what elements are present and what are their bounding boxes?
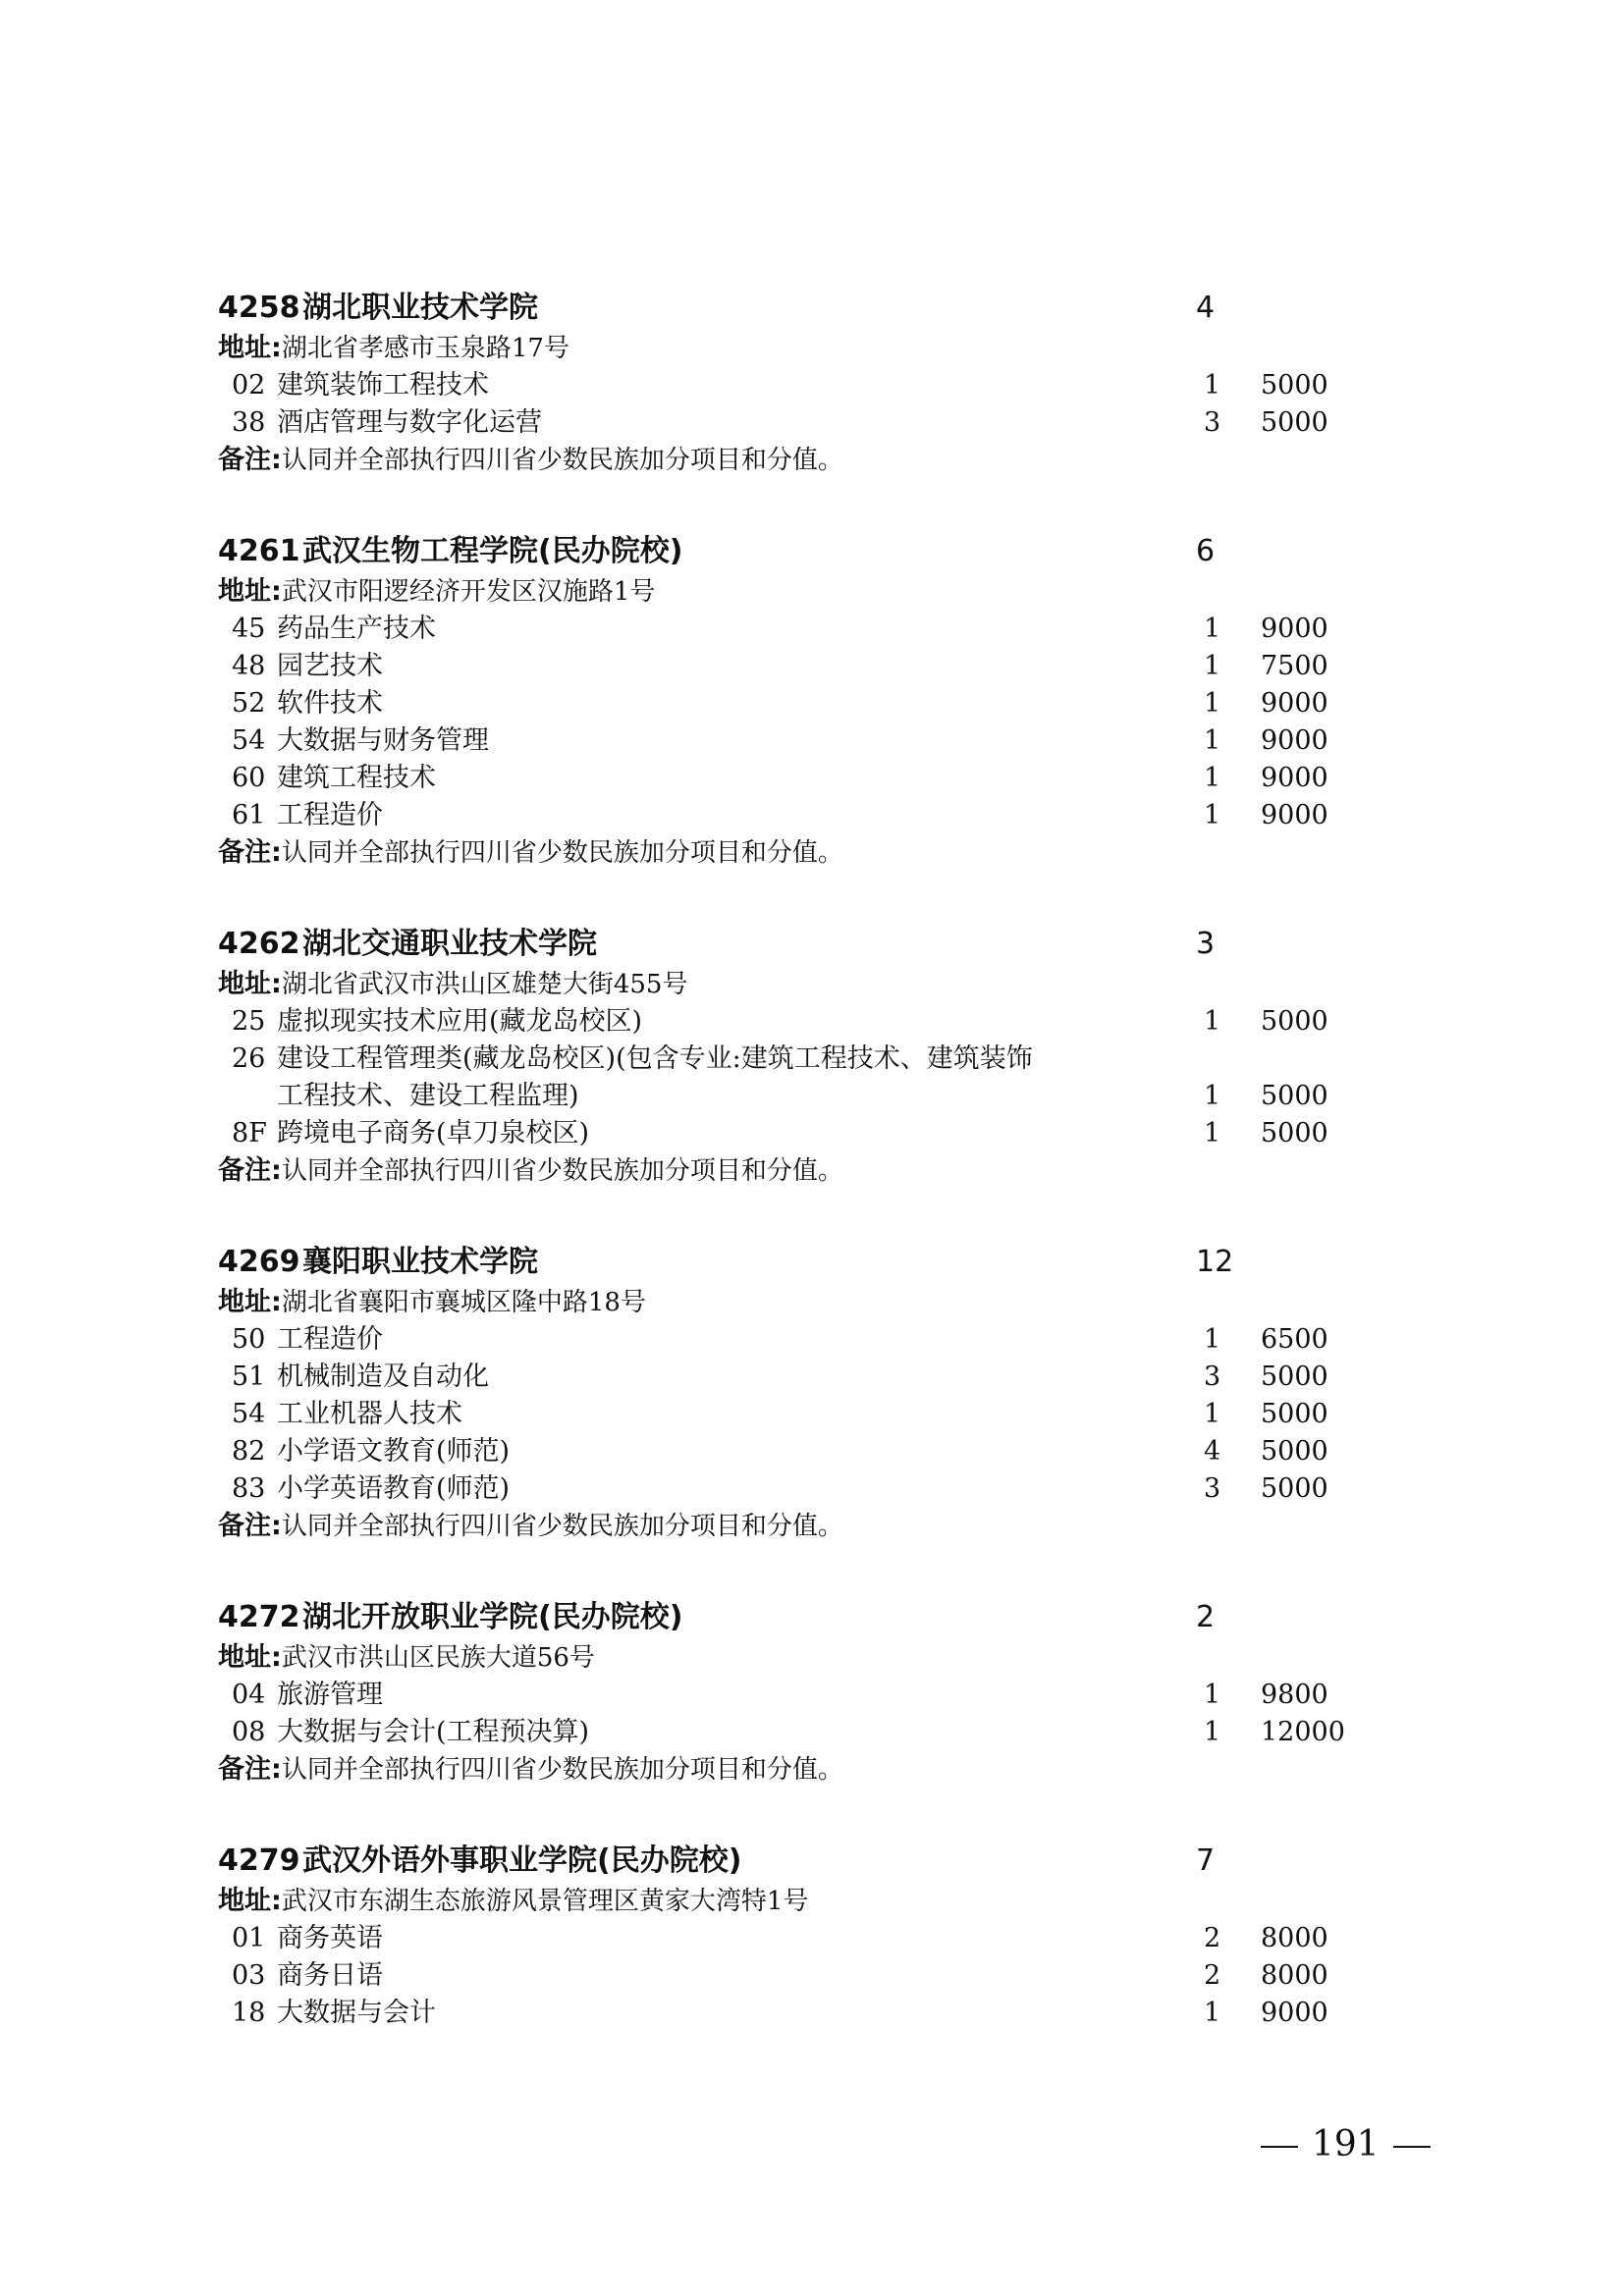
school-code: 4261 [218, 534, 300, 568]
major-name: 药品生产技术 [277, 614, 436, 644]
major-code: 18 [232, 1998, 266, 2028]
major-row [218, 1714, 1357, 1751]
major-code: 26 [232, 1043, 266, 1074]
major-quota: 3 [1204, 1362, 1221, 1392]
school-block [218, 1840, 1357, 2032]
school-quota: 6 [1196, 534, 1216, 568]
major-fee: 9000 [1261, 1998, 1328, 2028]
major-code: 54 [232, 725, 266, 756]
school-address: 武汉市东湖生态旅游风景管理区黄家大湾特1号 [281, 1887, 809, 1916]
school-header [218, 923, 1357, 966]
school-address-line [218, 1639, 1357, 1677]
major-row [218, 1920, 1357, 1957]
major-row [218, 722, 1357, 760]
major-quota: 1 [1204, 1680, 1221, 1710]
major-fee: 5000 [1261, 1473, 1328, 1504]
major-row-continued [218, 1078, 1357, 1115]
school-code: 4262 [218, 927, 300, 961]
major-quota: 1 [1204, 651, 1221, 681]
major-name: 大数据与财务管理 [277, 725, 489, 756]
right-dash [1393, 2146, 1431, 2148]
major-quota: 3 [1204, 1473, 1221, 1504]
page-number-footer [1247, 2124, 1444, 2164]
address-label: 地址: [218, 969, 282, 999]
school-address: 湖北省孝感市玉泉路17号 [281, 334, 569, 363]
major-fee: 9000 [1261, 688, 1328, 719]
major-fee: 5000 [1261, 407, 1328, 438]
major-name: 工程造价 [277, 1324, 383, 1355]
school-address-line [218, 1883, 1357, 1920]
major-name: 商务日语 [277, 1960, 383, 1991]
address-label: 地址: [218, 1287, 282, 1317]
major-code: 50 [232, 1324, 266, 1355]
major-code: 54 [232, 1399, 266, 1429]
major-name: 建筑装饰工程技术 [277, 370, 489, 400]
major-name: 商务英语 [277, 1923, 383, 1953]
school-address: 湖北省武汉市洪山区雄楚大街455号 [281, 970, 688, 999]
major-quota: 1 [1204, 1006, 1221, 1037]
major-row [218, 685, 1357, 722]
school-note-line [218, 1152, 1357, 1190]
major-code: 02 [232, 370, 266, 400]
major-row [218, 1321, 1357, 1359]
major-fee: 5000 [1261, 370, 1328, 400]
major-row [218, 404, 1357, 442]
major-quota: 2 [1204, 1923, 1221, 1953]
major-fee: 5000 [1261, 1399, 1328, 1429]
school-name: 武汉外语外事职业学院(民办院校) [302, 1843, 742, 1878]
major-name: 大数据与会计 [277, 1998, 436, 2028]
school-address-line [218, 966, 1357, 1003]
school-note-line [218, 1751, 1357, 1789]
major-code: 8F [232, 1118, 267, 1148]
major-row [218, 1115, 1357, 1152]
school-block [218, 530, 1357, 872]
major-fee: 5000 [1261, 1436, 1328, 1467]
major-code: 51 [232, 1362, 266, 1392]
major-fee: 9000 [1261, 614, 1328, 644]
major-quota: 1 [1204, 1324, 1221, 1355]
school-note: 认同并全部执行四川省少数民族加分项目和分值。 [281, 1755, 843, 1785]
major-name: 跨境电子商务(卓刀泉校区) [277, 1118, 590, 1148]
school-header [218, 287, 1357, 330]
address-label: 地址: [218, 576, 282, 607]
address-label: 地址: [218, 1642, 282, 1673]
school-note-line [218, 1508, 1357, 1545]
major-row [218, 1470, 1357, 1508]
school-name: 湖北交通职业技术学院 [302, 927, 597, 961]
major-code: 25 [232, 1006, 266, 1037]
major-fee: 12000 [1261, 1717, 1345, 1747]
major-code: 38 [232, 407, 266, 438]
note-label: 备注: [218, 1511, 282, 1541]
school-quota: 7 [1196, 1843, 1216, 1878]
school-name: 武汉生物工程学院(民办院校) [302, 534, 683, 568]
major-fee: 5000 [1261, 1362, 1328, 1392]
major-fee: 9800 [1261, 1680, 1328, 1710]
major-code: 52 [232, 688, 266, 719]
school-note: 认同并全部执行四川省少数民族加分项目和分值。 [281, 1156, 843, 1186]
document-body [218, 287, 1357, 2083]
address-label: 地址: [218, 1886, 282, 1916]
major-row [218, 367, 1357, 404]
school-code: 4269 [218, 1245, 300, 1279]
school-address-line [218, 573, 1357, 611]
school-quota: 12 [1196, 1245, 1234, 1279]
major-name: 软件技术 [277, 688, 383, 719]
note-label: 备注: [218, 837, 282, 868]
major-fee: 9000 [1261, 800, 1328, 830]
major-fee: 9000 [1261, 763, 1328, 793]
major-code: 83 [232, 1473, 266, 1504]
school-address: 武汉市阳逻经济开发区汉施路1号 [281, 577, 656, 607]
school-note-line [218, 834, 1357, 872]
school-quota: 2 [1196, 1600, 1216, 1634]
major-quota: 1 [1204, 614, 1221, 644]
school-address: 武汉市洪山区民族大道56号 [281, 1643, 595, 1673]
school-quota: 4 [1196, 291, 1216, 325]
major-code: 03 [232, 1960, 266, 1991]
school-name: 湖北开放职业学院(民办院校) [302, 1600, 683, 1634]
school-code: 4272 [218, 1600, 300, 1634]
major-name: 大数据与会计(工程预决算) [277, 1717, 590, 1747]
major-row [218, 797, 1357, 834]
major-name: 小学语文教育(师范) [277, 1436, 511, 1467]
school-code: 4258 [218, 291, 300, 325]
major-row [218, 1359, 1357, 1396]
school-header [218, 1241, 1357, 1284]
school-header [218, 1840, 1357, 1883]
major-row [218, 1003, 1357, 1041]
major-row [218, 1957, 1357, 1995]
major-quota: 4 [1204, 1436, 1221, 1467]
major-row [218, 1396, 1357, 1433]
school-block [218, 287, 1357, 479]
major-name: 工程造价 [277, 800, 383, 830]
major-fee: 7500 [1261, 651, 1328, 681]
major-row [218, 1995, 1357, 2032]
major-code: 61 [232, 800, 266, 830]
major-code: 04 [232, 1680, 266, 1710]
school-address-line [218, 1284, 1357, 1321]
school-note: 认同并全部执行四川省少数民族加分项目和分值。 [281, 1512, 843, 1541]
major-row [218, 648, 1357, 685]
major-row [218, 1677, 1357, 1714]
school-note: 认同并全部执行四川省少数民族加分项目和分值。 [281, 446, 843, 475]
note-label: 备注: [218, 1155, 282, 1186]
major-fee: 5000 [1261, 1006, 1328, 1037]
major-name: 虚拟现实技术应用(藏龙岛校区) [277, 1006, 643, 1037]
major-fee: 9000 [1261, 725, 1328, 756]
major-name: 园艺技术 [277, 651, 383, 681]
major-row [218, 760, 1357, 797]
school-address: 湖北省襄阳市襄城区隆中路18号 [281, 1288, 646, 1317]
major-code: 60 [232, 763, 266, 793]
major-fee: 5000 [1261, 1118, 1328, 1148]
major-quota: 1 [1204, 1717, 1221, 1747]
school-note: 认同并全部执行四川省少数民族加分项目和分值。 [281, 838, 843, 868]
major-fee: 8000 [1261, 1923, 1328, 1953]
left-dash [1261, 2146, 1298, 2148]
school-code: 4279 [218, 1843, 300, 1878]
page-number: 191 [1312, 2124, 1380, 2164]
major-quota: 1 [1204, 800, 1221, 830]
major-name: 工业机器人技术 [277, 1399, 462, 1429]
major-quota: 1 [1204, 1399, 1221, 1429]
school-block [218, 1596, 1357, 1789]
major-quota: 1 [1204, 370, 1221, 400]
major-fee: 5000 [1261, 1081, 1328, 1111]
major-quota: 1 [1204, 1081, 1221, 1111]
major-quota: 2 [1204, 1960, 1221, 1991]
school-note-line [218, 442, 1357, 479]
major-code: 45 [232, 614, 266, 644]
school-block [218, 1241, 1357, 1545]
major-quota: 1 [1204, 1998, 1221, 2028]
note-label: 备注: [218, 1754, 282, 1785]
school-header [218, 1596, 1357, 1639]
address-label: 地址: [218, 333, 282, 363]
major-code: 01 [232, 1923, 266, 1953]
major-name: 旅游管理 [277, 1680, 383, 1710]
major-name: 小学英语教育(师范) [277, 1473, 511, 1504]
major-quota: 1 [1204, 688, 1221, 719]
school-block [218, 923, 1357, 1190]
major-code: 82 [232, 1436, 266, 1467]
major-name: 建筑工程技术 [277, 763, 436, 793]
major-name: 建设工程管理类(藏龙岛校区)(包含专业:建筑工程技术、建筑装饰 [277, 1043, 1033, 1074]
major-quota: 1 [1204, 725, 1221, 756]
major-name: 工程技术、建设工程监理) [277, 1081, 579, 1111]
major-quota: 1 [1204, 763, 1221, 793]
major-quota: 1 [1204, 1118, 1221, 1148]
major-name: 酒店管理与数字化运营 [277, 407, 542, 438]
major-quota: 3 [1204, 407, 1221, 438]
school-address-line [218, 330, 1357, 367]
major-fee: 8000 [1261, 1960, 1328, 1991]
school-name: 湖北职业技术学院 [302, 291, 538, 325]
major-row [218, 611, 1357, 648]
school-header [218, 530, 1357, 573]
major-row [218, 1433, 1357, 1470]
major-fee: 6500 [1261, 1324, 1328, 1355]
major-code: 08 [232, 1717, 266, 1747]
major-name: 机械制造及自动化 [277, 1362, 489, 1392]
major-code: 48 [232, 651, 266, 681]
school-quota: 3 [1196, 927, 1216, 961]
note-label: 备注: [218, 445, 282, 475]
school-name: 襄阳职业技术学院 [302, 1245, 538, 1279]
major-row [218, 1041, 1357, 1078]
